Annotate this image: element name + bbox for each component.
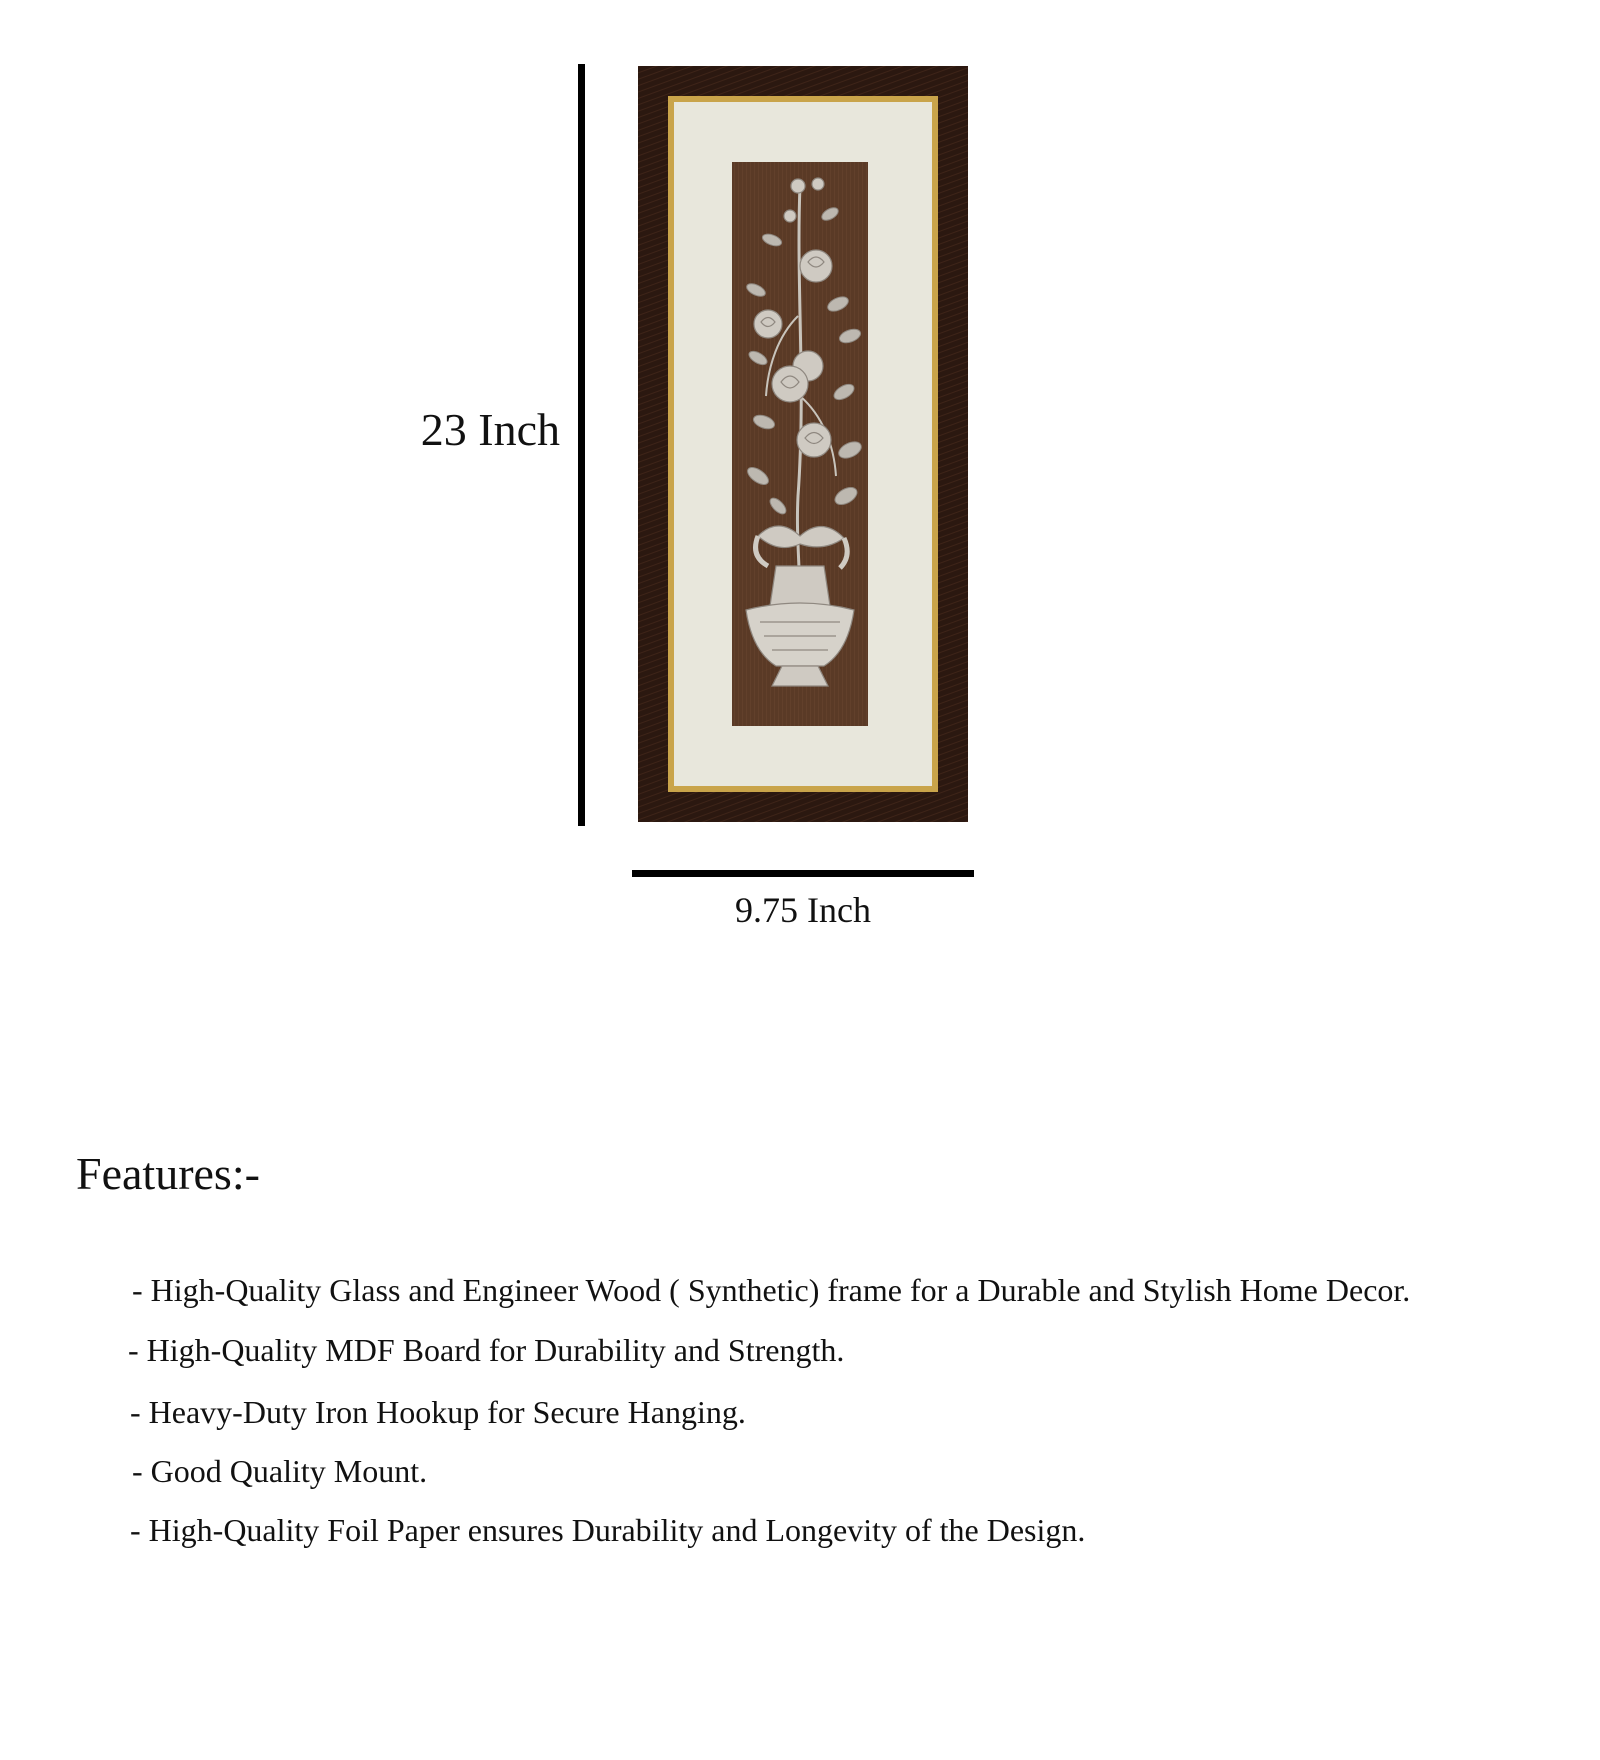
- feature-item: - High-Quality Glass and Engineer Wood ( Synthetic) frame for a Durable and Stylish Home Decor.: [132, 1272, 1411, 1308]
- width-dimension-label: 9.75 Inch: [735, 890, 871, 930]
- height-dimension-label: 23 Inch: [420, 404, 560, 455]
- features-heading: Features:-: [76, 1148, 260, 1199]
- feature-item: - High-Quality MDF Board for Durability and Strength.: [128, 1332, 845, 1368]
- width-dimension-line: [632, 870, 974, 877]
- feature-item: - High-Quality Foil Paper ensures Durability and Longevity of the Design.: [130, 1512, 1086, 1548]
- height-dimension-line: [578, 64, 585, 826]
- feature-item: - Good Quality Mount.: [132, 1453, 428, 1489]
- framed-artwork-image: [638, 66, 968, 822]
- feature-item: - Heavy-Duty Iron Hookup for Secure Hanging.: [130, 1394, 746, 1430]
